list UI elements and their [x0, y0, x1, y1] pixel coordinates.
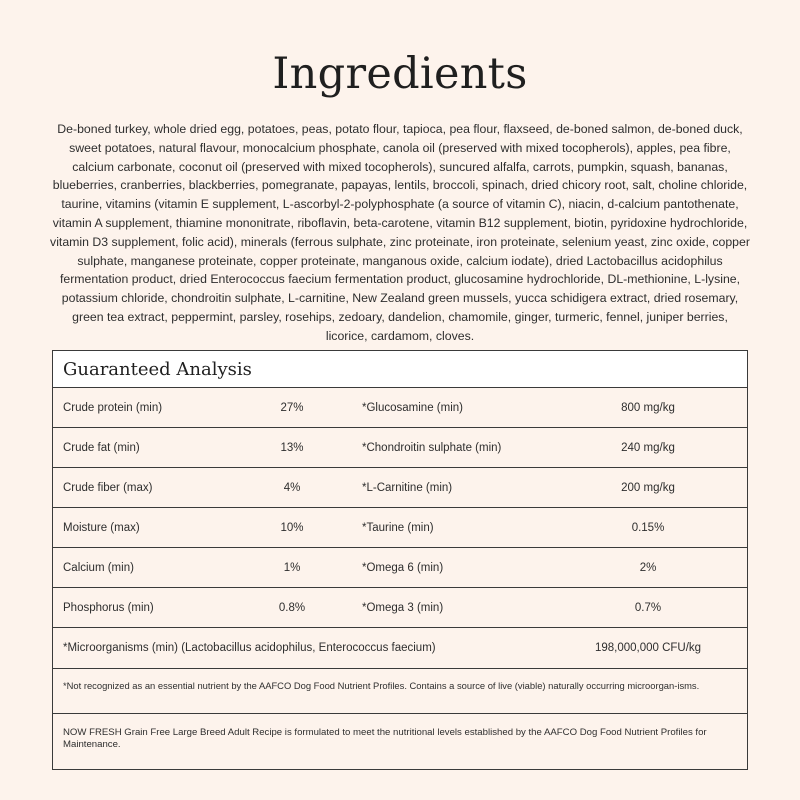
nutrient-label: Calcium (min) — [63, 562, 134, 574]
ingredients-list: De-boned turkey, whole dried egg, potatoes, peas, potato flour, tapioca, pea flour, flaxseed, de-boned salmon, de-boned duck, sweet potatoes, natural flavour, monocalcium phosphate, canola oil (preserved with mixed tocopherols), apples, pea fibre, calcium carbonate, coconut oil (preserved with mixed tocopherols), suncured alfalfa, carrots, pumpkin, squash, bananas, blueberries, cranberries, blackberries, pomegranate, papayas, lentils, broccoli, spinach, dried chicory root, salt, choline chloride, taurine, vitamins (vitamin E supplement, L-ascorbyl-2-polyphosphate (a source of vitamin C), niacin, d-calcium pantothenate, vitamin A supplement, thiamine mononitrate, riboflavin, beta-carotene, vitamin B12 supplement, biotin, pyridoxine hydrochloride, vitamin D3 supplement, folic acid), minerals (ferrous sulphate, zinc proteinate, iron proteinate, selenium yeast, zinc oxide, copper sulphate, manganese proteinate, copper proteinate, manganous oxide, calcium iodate), dried Lactobacillus acidophilus fermentation product, dried Enterococcus faecium fermentation product, glucosamine hydrochloride, DL-methionine, L-lysine, potassium chloride, chondroitin sulphate, L-carnitine, New Zealand green mussels, yucca schidigera extract, dried rosemary, green tea extract, peppermint, parsley, rosehips, zedoary, dandelion, chamomile, ginger, turmeric, fennel, juniper berries, licorice, cardamom, cloves. — [50, 122, 750, 343]
analysis-row — [53, 588, 747, 628]
nutrient-label: *Omega 6 (min) — [362, 562, 444, 574]
analysis-row — [53, 428, 747, 468]
nutrient-label: Phosphorus (min) — [63, 602, 154, 614]
nutrient-value: 10% — [280, 522, 304, 534]
nutrient-value: 2% — [639, 562, 657, 574]
analysis-row — [53, 388, 747, 428]
nutrient-label: *Taurine (min) — [362, 522, 434, 534]
nutrient-label: Crude protein (min) — [63, 402, 163, 414]
nutrient-label: *Glucosamine (min) — [362, 402, 463, 414]
microorganisms-label: *Microorganisms (min) (Lactobacillus acidophilus, Enterococcus faecium) — [63, 642, 436, 654]
analysis-heading: Guaranteed Analysis — [53, 351, 747, 388]
nutrient-value: 4% — [283, 482, 301, 494]
nutrient-label: *Chondroitin sulphate (min) — [362, 442, 502, 454]
guaranteed-analysis-table — [52, 350, 748, 770]
nutrient-label: Crude fiber (max) — [63, 482, 153, 494]
nutrient-value: 0.7% — [634, 602, 662, 614]
page-title: Ingredients — [272, 49, 528, 99]
analysis-row — [53, 508, 747, 548]
microorganisms-value: 198,000,000 CFU/kg — [594, 642, 702, 654]
nutrient-value: 0.8% — [278, 602, 306, 614]
nutrient-label: *L-Carnitine (min) — [362, 482, 453, 494]
nutrient-value: 27% — [280, 402, 304, 414]
analysis-row — [53, 468, 747, 508]
analysis-row — [53, 548, 747, 588]
nutrient-label: Crude fat (min) — [63, 442, 140, 454]
nutrient-value: 13% — [280, 442, 304, 454]
nutrient-value: 240 mg/kg — [621, 442, 675, 454]
nutrient-label: Moisture (max) — [63, 522, 140, 534]
footnote: *Not recognized as an essential nutrient by the AAFCO Dog Food Nutrient Profiles. Contains a source of live (viable) naturally occurring microorgan-isms. — [53, 669, 747, 714]
nutrient-value: 0.15% — [631, 522, 665, 534]
nutrient-label: *Omega 3 (min) — [362, 602, 444, 614]
nutrient-value: 800 mg/kg — [621, 402, 675, 414]
microorganisms-row — [53, 628, 747, 669]
nutrient-value: 1% — [283, 562, 301, 574]
nutrient-value: 200 mg/kg — [621, 482, 675, 494]
aafco-statement: NOW FRESH Grain Free Large Breed Adult Recipe is formulated to meet the nutritional levels established by the AAFCO Dog Food Nutrient Profiles for Maintenance. — [63, 727, 707, 750]
